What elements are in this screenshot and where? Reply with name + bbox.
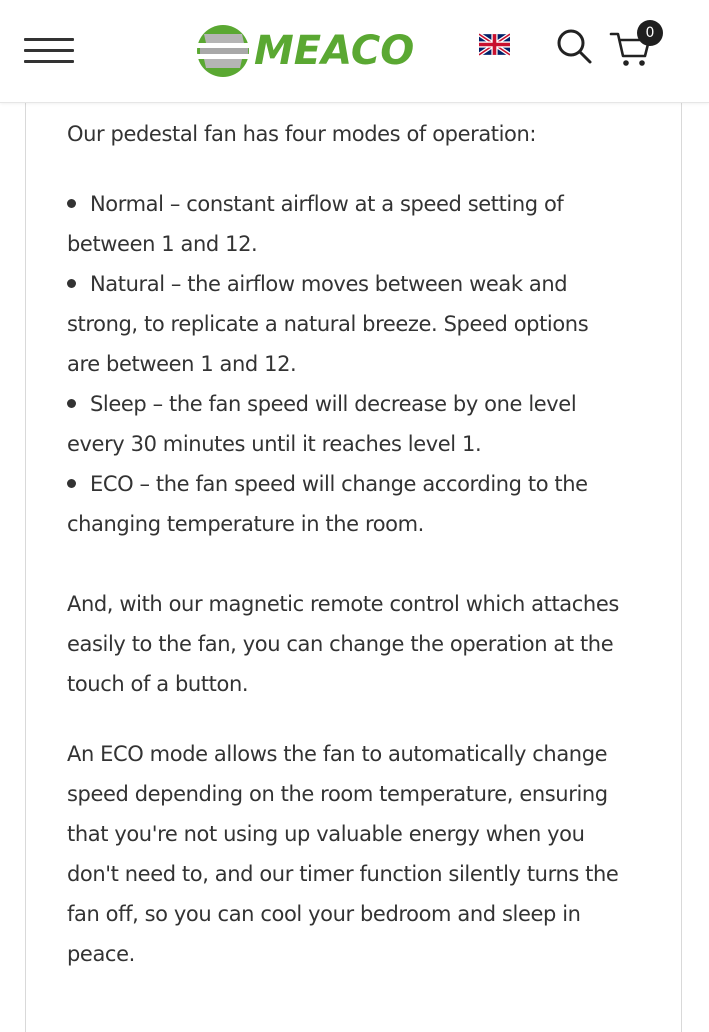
menu-line	[24, 38, 74, 41]
list-item: Natural – the airflow moves between weak and strong, to replicate a natural breeze. Speed options are between 1 and 12.	[67, 272, 589, 376]
meaco-logo-mark-icon	[196, 22, 254, 80]
modes-intro: Our pedestal fan has four modes of operation:	[67, 122, 537, 146]
site-header	[0, 0, 709, 103]
list-item: Normal – constant airflow at a speed setting of between 1 and 12.	[67, 192, 564, 256]
uk-flag-icon[interactable]	[479, 33, 510, 56]
list-item: ECO – the fan speed will change according to the changing temperature in the room.	[67, 472, 588, 536]
bullet-icon	[67, 279, 76, 288]
spacer	[67, 154, 627, 184]
menu-line	[24, 49, 74, 52]
list-item: Sleep – the fan speed will decrease by one level every 30 minutes until it reaches level 1.	[67, 392, 577, 456]
shopping-cart-button[interactable]	[609, 20, 667, 68]
meaco-logo[interactable]	[196, 22, 441, 80]
remote-paragraph: And, with our magnetic remote control which attaches easily to the fan, you can change the operation at the touch of a button.	[67, 592, 619, 696]
search-icon[interactable]	[555, 27, 593, 65]
bullet-icon	[67, 199, 76, 208]
bullet-icon	[67, 399, 76, 408]
bullet-icon	[67, 479, 76, 488]
modes-list	[67, 184, 627, 544]
menu-line	[24, 60, 74, 63]
cart-count-badge: 0	[637, 20, 663, 46]
spacer	[67, 544, 627, 584]
logo-text: MEACO	[254, 28, 415, 74]
product-description	[67, 114, 627, 974]
spacer	[67, 704, 627, 734]
eco-paragraph: An ECO mode allows the fan to automatically change speed depending on the room temperature, ensuring that you're not using up valuable energy when you don't need to, and our timer function silently turns the fan off, so you can cool your bedroom and sleep in peace.	[67, 742, 619, 966]
hamburger-menu-icon[interactable]	[24, 36, 74, 66]
